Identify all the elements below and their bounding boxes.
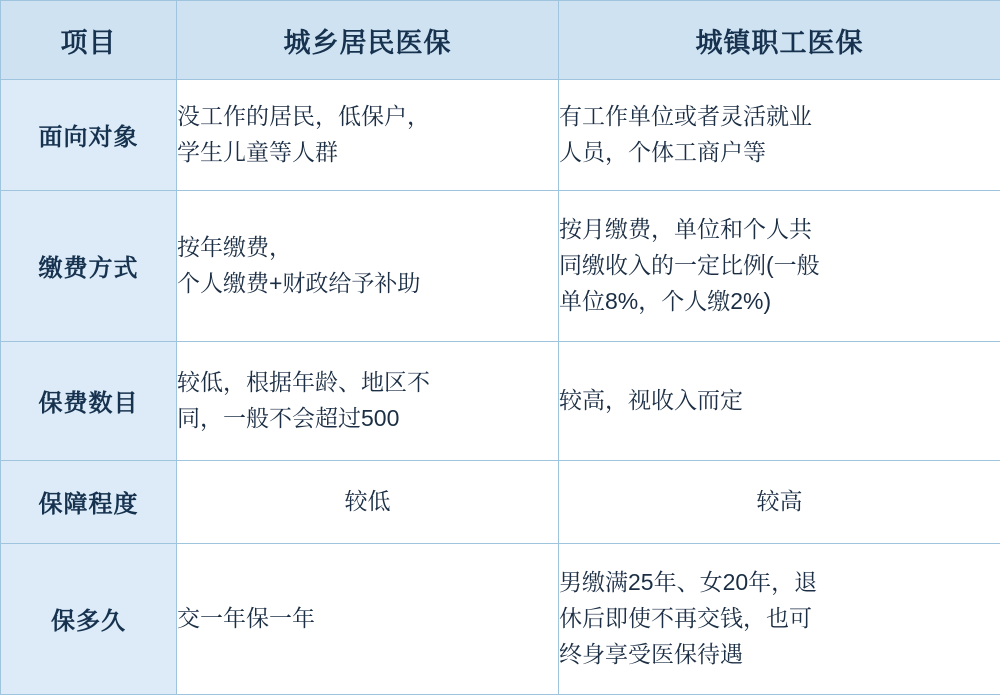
header-resident-insurance: 城乡居民医保: [177, 1, 559, 80]
table-row: [1, 80, 1000, 191]
table-body: [1, 80, 1000, 695]
cell-resident-payment-method: [177, 190, 559, 341]
cell-line: 休后即使不再交钱，也可: [559, 605, 812, 632]
cell-resident-coverage-level: [177, 460, 559, 543]
header-item: 项目: [1, 1, 177, 80]
cell-line: 较高，视收入而定: [559, 386, 743, 413]
cell-employee-target-audience: [559, 80, 1000, 191]
cell-employee-coverage-duration: [559, 543, 1000, 694]
cell-line: 较低，根据年龄、地区不: [177, 369, 430, 396]
table-row: [1, 190, 1000, 341]
cell-line: 学生儿童等人群: [177, 138, 338, 165]
cell-line: 人员，个体工商户等: [559, 138, 766, 165]
row-label-coverage-duration: 保多久: [1, 543, 177, 694]
row-label-payment-method: 缴费方式: [1, 190, 177, 341]
cell-line: 个人缴费+财政给予补助: [177, 269, 421, 296]
cell-resident-coverage-duration: [177, 543, 559, 694]
cell-employee-coverage-level: [559, 460, 1000, 543]
row-label-target-audience: 面向对象: [1, 80, 177, 191]
cell-line: 按年缴费，: [177, 234, 292, 261]
row-label-coverage-level: 保障程度: [1, 460, 177, 543]
cell-line: 单位8%，个人缴2%): [559, 287, 772, 314]
cell-line: 较低: [344, 488, 391, 515]
row-label-premium-amount: 保费数目: [1, 341, 177, 460]
table-row: [1, 460, 1000, 543]
header-employee-insurance: 城镇职工医保: [559, 1, 1000, 80]
cell-line: 没工作的居民，低保户，: [177, 103, 430, 130]
cell-employee-premium-amount: [559, 341, 1000, 460]
table-header: [1, 1, 1000, 80]
cell-resident-target-audience: [177, 80, 559, 191]
cell-line: 同缴收入的一定比例(一般: [559, 251, 820, 278]
cell-line: 有工作单位或者灵活就业: [559, 103, 812, 130]
cell-line: 同，一般不会超过500: [177, 404, 400, 431]
cell-line: 按月缴费，单位和个人共: [559, 216, 812, 243]
cell-line: 交一年保一年: [177, 605, 315, 632]
table-header-row: [1, 1, 1000, 80]
cell-line: 终身享受医保待遇: [559, 640, 743, 667]
cell-line: 较高: [756, 488, 803, 515]
table-row: [1, 341, 1000, 460]
table-row: [1, 543, 1000, 694]
cell-employee-payment-method: [559, 190, 1000, 341]
cell-resident-premium-amount: [177, 341, 559, 460]
cell-line: 男缴满25年、女20年，退: [559, 569, 818, 596]
